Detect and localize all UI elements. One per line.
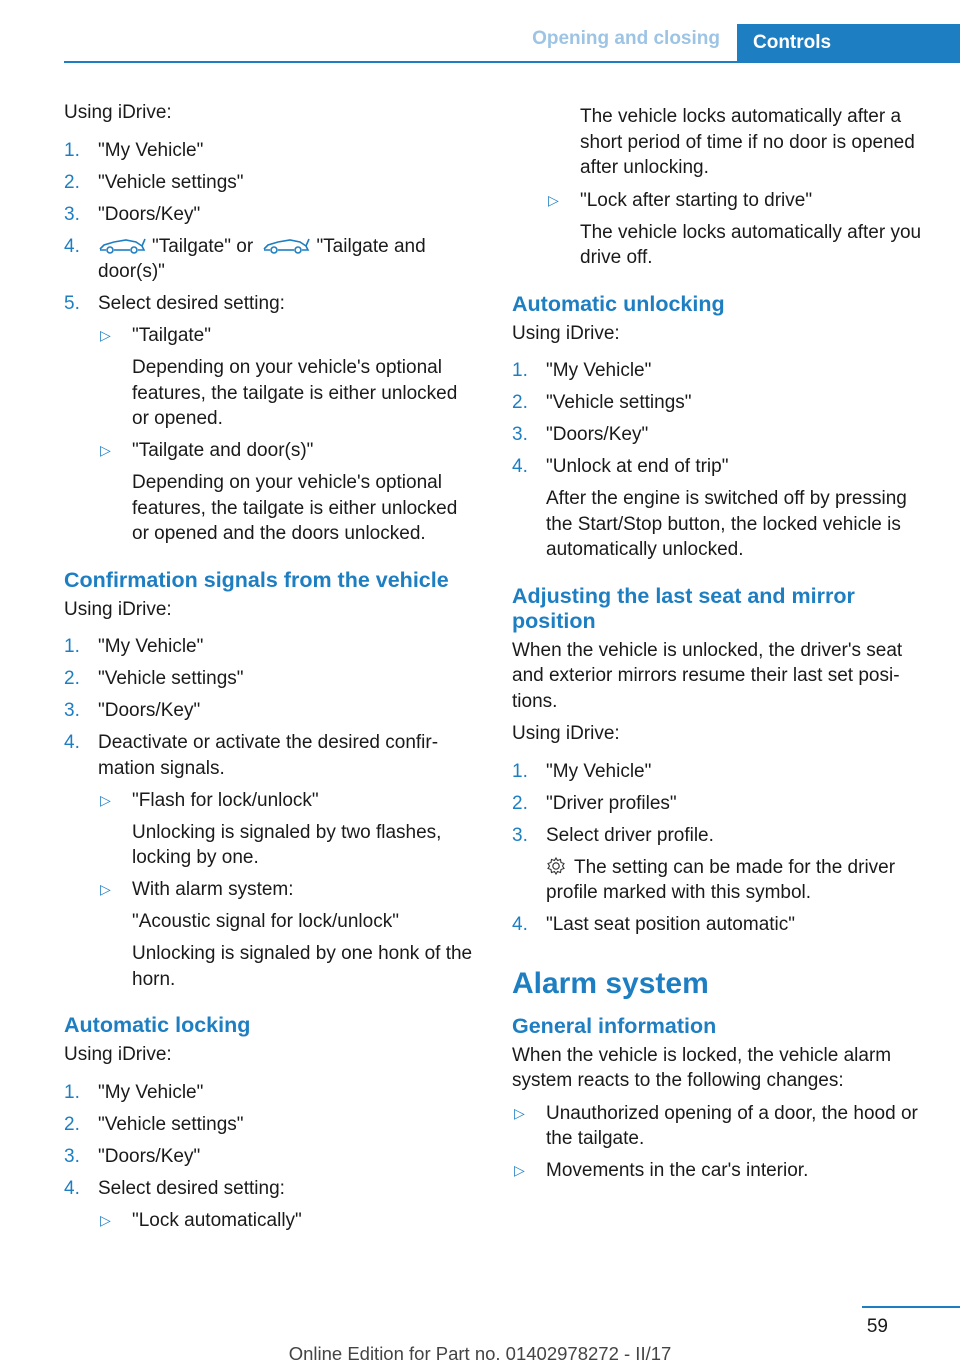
option-title: "Tailgate" [132, 325, 211, 346]
bullet-triangle-icon: ▷ [100, 791, 111, 808]
list-number: 3. [512, 824, 528, 846]
list-item [512, 390, 932, 416]
option-title: With alarm system: [132, 879, 294, 900]
list-item [64, 138, 479, 164]
step-text: Deactivate or activate the desired confir-mation signals. [98, 732, 439, 779]
list-item [64, 234, 479, 285]
setting-options [98, 323, 479, 547]
list-item [64, 634, 479, 660]
seat-steps [512, 759, 932, 938]
step-body: After the engine is switched off by pressing the Start/Stop button, the locked vehicle is automatically unlocked. [546, 488, 907, 560]
list-number: 2. [64, 1113, 80, 1135]
list-number: 4. [512, 914, 528, 935]
list-item [512, 358, 932, 384]
list-item [64, 730, 479, 992]
bullet-triangle-icon: ▷ [514, 1104, 525, 1121]
list-number: 1. [512, 760, 528, 782]
list-item [98, 788, 479, 871]
list-item [512, 454, 932, 563]
step-text: "My Vehicle" [546, 760, 652, 782]
option-body: Unlocking is signaled by one honk of the horn. [132, 943, 473, 990]
intro-text: Using iDrive: [64, 1044, 172, 1065]
list-item [546, 188, 932, 271]
intro-text: Using iDrive: [64, 598, 172, 620]
intro-text: Using iDrive: [512, 322, 620, 344]
list-number: 1. [64, 1081, 80, 1103]
header-rule [64, 61, 960, 63]
list-item [512, 1101, 932, 1152]
step-text: "My Vehicle" [98, 139, 204, 161]
bullet-triangle-icon: ▷ [100, 1211, 111, 1228]
option-body: The vehicle locks automatically after you drive off. [580, 221, 922, 268]
list-item [64, 698, 479, 724]
step-text: "Doors/Key" [546, 424, 649, 445]
header-section: Opening and closing [532, 28, 720, 49]
general-information-heading: General information [512, 1013, 717, 1038]
confirmation-options [98, 788, 479, 993]
step-text: Select driver profile. [546, 824, 714, 846]
step-text: "Vehicle settings" [98, 171, 244, 193]
automatic-locking-heading: Automatic locking [64, 1013, 251, 1037]
step-text: "Unlock at end of trip" [546, 456, 729, 477]
page-number: 59 [866, 1316, 888, 1337]
list-item [512, 912, 932, 938]
list-item [98, 438, 479, 547]
step-text: "Tailgate and door(s)" [98, 235, 426, 282]
option-body: Depending on your vehicle's optional features, the tailgate is either unlocked or opened and the doors unlocked. [132, 472, 458, 544]
list-item [512, 1158, 932, 1184]
list-number: 1. [64, 139, 80, 161]
automatic-unlocking-heading: Automatic unlocking [512, 291, 725, 316]
bullet-triangle-icon: ▷ [514, 1162, 525, 1178]
list-item [512, 791, 932, 817]
list-item [64, 170, 479, 196]
tailgate-steps [64, 138, 479, 547]
lock-options-continued [512, 188, 932, 271]
right-column [512, 104, 932, 1190]
list-item [64, 1112, 479, 1138]
gear-profile-icon [546, 856, 566, 876]
step-text: "My Vehicle" [98, 636, 204, 657]
step-text: "Doors/Key" [98, 203, 201, 225]
step-text: Select desired setting: [98, 1177, 285, 1199]
step-text: "Doors/Key" [98, 1145, 201, 1167]
profile-note [546, 855, 932, 906]
bullet-triangle-icon: ▷ [100, 881, 111, 897]
step-text: "Vehicle settings" [98, 668, 244, 689]
bullet-text: Movements in the car's interior. [546, 1160, 809, 1181]
general-paragraph: When the vehicle is locked, the vehicle alarm system reacts to the following changes: [512, 1044, 892, 1091]
list-number: 3. [512, 424, 528, 445]
header-chapter-tab: Controls [737, 24, 960, 61]
option-title: "Flash for lock/unlock" [132, 789, 319, 811]
step-text: "Vehicle settings" [98, 1113, 244, 1135]
intro-text: Using iDrive: [64, 102, 172, 123]
list-number: 2. [512, 792, 528, 814]
option-subtitle: "Acoustic signal for lock/unlock" [132, 911, 399, 932]
list-item [512, 422, 932, 448]
list-number: 5. [64, 293, 80, 314]
option-title: "Lock automatically" [132, 1209, 302, 1231]
option-title: "Tailgate and door(s)" [132, 440, 314, 461]
list-number: 4. [512, 456, 528, 477]
car-tailgate-icon [98, 236, 146, 254]
list-item [512, 823, 932, 906]
step-text: "My Vehicle" [546, 360, 652, 381]
list-item [98, 877, 479, 992]
list-item [64, 202, 479, 228]
bullet-triangle-icon: ▷ [548, 191, 559, 208]
left-column [64, 100, 479, 1240]
list-item [64, 666, 479, 692]
bullet-triangle-icon: ▷ [100, 327, 111, 343]
bullet-triangle-icon: ▷ [100, 442, 111, 458]
list-item [64, 1176, 479, 1234]
list-number: 3. [64, 700, 80, 721]
step-text: "Tailgate" or [152, 235, 254, 257]
list-item [64, 1144, 479, 1170]
list-number: 2. [512, 392, 528, 413]
list-number: 2. [64, 668, 80, 689]
list-number: 3. [64, 1145, 80, 1167]
step-text: "Last seat position automatic" [546, 914, 796, 935]
list-number: 4. [64, 235, 80, 257]
list-item [512, 759, 932, 785]
intro-text: Using iDrive: [512, 723, 620, 744]
footer-rule [862, 1306, 960, 1308]
lock-options [98, 1208, 479, 1234]
step-text: "Driver profiles" [546, 792, 677, 814]
list-number: 4. [64, 732, 80, 753]
automatic-locking-steps [64, 1080, 479, 1234]
seat-paragraph: When the vehicle is unlocked, the driver's seat and exterior mirrors resume their last set posi-tions. [512, 639, 903, 712]
list-item [98, 323, 479, 432]
list-number: 1. [64, 636, 80, 657]
option-body: Depending on your vehicle's optional features, the tailgate is either unlocked or opened. [132, 357, 458, 429]
confirmation-heading: Confirmation signals from the vehicle [64, 567, 449, 592]
list-number: 1. [512, 360, 528, 381]
step-text: "Doors/Key" [98, 700, 201, 721]
list-number: 4. [64, 1177, 80, 1199]
car-tailgate-door-icon [262, 236, 310, 254]
list-number: 2. [64, 171, 80, 193]
automatic-unlocking-steps [512, 358, 932, 563]
list-item [98, 1208, 479, 1234]
bullet-text: Unauthorized opening of a door, the hood or the tailgate. [546, 1102, 918, 1149]
list-item [64, 1080, 479, 1106]
footer-edition: Online Edition for Part no. 01402978272 - II/17 [288, 1343, 672, 1364]
list-item [64, 291, 479, 547]
alarm-bullets [512, 1101, 932, 1184]
seat-mirror-heading: Adjusting the last seat and mirror position [512, 583, 855, 633]
step-text: Select desired setting: [98, 293, 285, 314]
step-text: "Vehicle settings" [546, 392, 692, 413]
option-title: "Lock after starting to drive" [580, 189, 813, 211]
list-number: 3. [64, 203, 80, 225]
confirmation-steps [64, 634, 479, 992]
option-body: Unlocking is signaled by two flashes, locking by one. [132, 821, 442, 868]
lock-auto-body: The vehicle locks automatically after a short period of time if no door is opened after unlocking. [580, 106, 915, 178]
alarm-system-heading: Alarm system [512, 966, 709, 1000]
profile-note-text: The setting can be made for the driver profile marked with this symbol. [546, 856, 896, 903]
step-text: "My Vehicle" [98, 1081, 204, 1103]
